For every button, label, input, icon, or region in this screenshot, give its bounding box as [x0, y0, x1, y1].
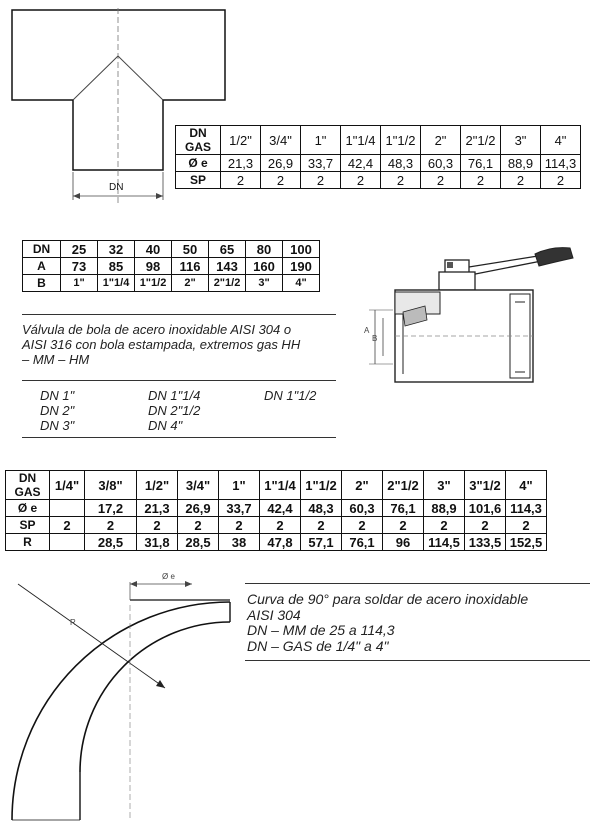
table-cell: 2 — [381, 172, 421, 189]
table-cell: 33,7 — [301, 155, 341, 172]
table-header-cell: 1" — [301, 126, 341, 155]
divider — [22, 314, 336, 315]
table-cell: 2 — [221, 172, 261, 189]
divider — [245, 583, 590, 584]
table-header-cell: 3" — [424, 471, 465, 500]
description-line: Curva de 90° para soldar de acero inoxidable — [247, 591, 529, 607]
table-cell: 2" — [172, 275, 209, 292]
table-cell: 2 — [301, 517, 342, 534]
table-cell: 57,1 — [301, 534, 342, 551]
table-row — [6, 500, 547, 517]
valve-header-row — [23, 241, 320, 258]
table-cell: 26,9 — [178, 500, 219, 517]
description-line: AISI 304 — [247, 606, 301, 623]
table-cell: 2 — [506, 517, 547, 534]
table-header-cell: 80 — [246, 241, 283, 258]
table-cell: 88,9 — [501, 155, 541, 172]
table-cell: 88,9 — [424, 500, 465, 517]
table-cell: 114,3 — [506, 500, 547, 517]
elbow-fitting-drawing — [0, 570, 240, 828]
row-label: SP — [176, 172, 221, 189]
table-cell: 28,5 — [85, 534, 137, 551]
table-cell: 101,6 — [465, 500, 506, 517]
table-header-cell: 1/2" — [221, 126, 261, 155]
table-header-cell: 1"1/4 — [260, 471, 301, 500]
table-header-cell: 50 — [172, 241, 209, 258]
valve-size-item: DN 3" — [40, 418, 75, 433]
table-cell: 85 — [98, 258, 135, 275]
row-label: Ø e — [176, 155, 221, 172]
table-cell: 2 — [541, 172, 581, 189]
table-header-cell: 4" — [506, 471, 547, 500]
table-cell: 2 — [137, 517, 178, 534]
table-cell: 60,3 — [421, 155, 461, 172]
valve-description — [22, 322, 342, 367]
table-header-cell: 1" — [219, 471, 260, 500]
elbow-description — [247, 592, 597, 654]
table-header-cell: 1/2" — [137, 471, 178, 500]
table-cell: 76,1 — [342, 534, 383, 551]
table-cell: 33,7 — [219, 500, 260, 517]
valve-spec-table — [22, 240, 320, 292]
table-cell: 2 — [219, 517, 260, 534]
table-header-cell: DN GAS — [6, 471, 50, 500]
divider — [245, 660, 590, 661]
table-header-cell: DN GAS — [176, 126, 221, 155]
table-cell: 76,1 — [461, 155, 501, 172]
table-cell: 2 — [50, 517, 85, 534]
table-cell: 28,5 — [178, 534, 219, 551]
description-line: DN – GAS de 1/4" a 4" — [247, 637, 389, 654]
table-cell: 96 — [383, 534, 424, 551]
row-label: A — [23, 258, 61, 275]
table-cell: 2 — [461, 172, 501, 189]
table-cell: 2"1/2 — [209, 275, 246, 292]
table-cell: 48,3 — [381, 155, 421, 172]
table-cell: 1"1/4 — [98, 275, 135, 292]
table-header-cell: 1"1/2 — [381, 126, 421, 155]
table-cell: 60,3 — [342, 500, 383, 517]
table-cell: 2 — [383, 517, 424, 534]
row-label: Ø e — [6, 500, 50, 517]
table-cell: 114,3 — [541, 155, 581, 172]
table-cell: 160 — [246, 258, 283, 275]
row-label: R — [6, 534, 50, 551]
description-line: AISI 316 con bola estampada, extremos gas HH — [22, 337, 301, 352]
table-row — [23, 258, 320, 275]
table-header-cell: 100 — [283, 241, 320, 258]
table-header-cell: 65 — [209, 241, 246, 258]
valve-size-item: DN 4" — [148, 418, 183, 433]
elbow-header-row — [6, 471, 547, 500]
table-header-cell: 40 — [135, 241, 172, 258]
valve-size-item: DN 1"1/4 — [148, 388, 201, 403]
table-cell: 17,2 — [85, 500, 137, 517]
table-cell: 3" — [246, 275, 283, 292]
table-cell: 2 — [261, 172, 301, 189]
tee-spec-table — [175, 125, 581, 189]
table-cell: 47,8 — [260, 534, 301, 551]
table-header-cell: 3/8" — [85, 471, 137, 500]
table-cell: 2 — [178, 517, 219, 534]
valve-size-item: DN 1" — [40, 388, 75, 403]
table-cell: 190 — [283, 258, 320, 275]
table-cell: 114,5 — [424, 534, 465, 551]
table-header-cell: 4" — [541, 126, 581, 155]
table-cell: 48,3 — [301, 500, 342, 517]
table-cell: 2 — [421, 172, 461, 189]
table-cell: 76,1 — [383, 500, 424, 517]
table-header-cell: 3"1/2 — [465, 471, 506, 500]
elbow-radius-label: R — [70, 618, 76, 627]
table-cell: 133,5 — [465, 534, 506, 551]
table-cell: 2 — [424, 517, 465, 534]
row-label: B — [23, 275, 61, 292]
table-cell — [50, 534, 85, 551]
table-cell: 42,4 — [260, 500, 301, 517]
tee-dn-label: DN — [109, 182, 124, 193]
valve-size-item: DN 1"1/2 — [264, 388, 317, 403]
table-cell: 42,4 — [341, 155, 381, 172]
row-label: SP — [6, 517, 50, 534]
table-header-cell: 1"1/4 — [341, 126, 381, 155]
tee-header-row — [176, 126, 581, 155]
divider — [22, 380, 336, 381]
table-cell: 143 — [209, 258, 246, 275]
elbow-spec-table — [5, 470, 547, 551]
table-cell: 73 — [61, 258, 98, 275]
table-cell: 2 — [85, 517, 137, 534]
table-row — [23, 275, 320, 292]
elbow-diameter-label: Ø e — [162, 572, 175, 581]
table-header-cell: 3/4" — [178, 471, 219, 500]
table-cell: 152,5 — [506, 534, 547, 551]
table-header-cell: 2" — [342, 471, 383, 500]
table-header-cell: 2"1/2 — [383, 471, 424, 500]
table-cell: 2 — [341, 172, 381, 189]
table-header-cell: 25 — [61, 241, 98, 258]
valve-size-item: DN 2" — [40, 403, 75, 418]
table-cell: 2 — [465, 517, 506, 534]
table-header-cell: 3" — [501, 126, 541, 155]
table-cell: 4" — [283, 275, 320, 292]
table-header-cell: 2"1/2 — [461, 126, 501, 155]
table-cell: 2 — [260, 517, 301, 534]
table-header-cell: DN — [23, 241, 61, 258]
table-cell: 2 — [342, 517, 383, 534]
table-cell: 1"1/2 — [135, 275, 172, 292]
table-header-cell: 2" — [421, 126, 461, 155]
description-line: DN – MM de 25 a 114,3 — [247, 622, 395, 638]
ball-valve-drawing — [355, 232, 585, 392]
divider — [22, 437, 336, 438]
table-cell: 116 — [172, 258, 209, 275]
table-cell: 38 — [219, 534, 260, 551]
table-cell: 1" — [61, 275, 98, 292]
table-row — [6, 517, 547, 534]
valve-dimension-b: B — [372, 334, 378, 343]
table-cell: 21,3 — [221, 155, 261, 172]
description-line: Válvula de bola de acero inoxidable AISI 304 o — [22, 322, 292, 337]
table-header-cell: 32 — [98, 241, 135, 258]
table-cell: 2 — [301, 172, 341, 189]
valve-dimension-a: A — [364, 326, 370, 335]
table-cell: 98 — [135, 258, 172, 275]
table-cell: 26,9 — [261, 155, 301, 172]
table-row — [6, 534, 547, 551]
table-header-cell: 1/4" — [50, 471, 85, 500]
table-header-cell: 3/4" — [261, 126, 301, 155]
table-row — [176, 172, 581, 189]
table-cell — [50, 500, 85, 517]
description-line: – MM – HM — [22, 352, 90, 367]
table-cell: 2 — [501, 172, 541, 189]
table-header-cell: 1"1/2 — [301, 471, 342, 500]
table-cell: 31,8 — [137, 534, 178, 551]
table-row — [176, 155, 581, 172]
table-cell: 21,3 — [137, 500, 178, 517]
valve-size-item: DN 2"1/2 — [148, 403, 201, 418]
